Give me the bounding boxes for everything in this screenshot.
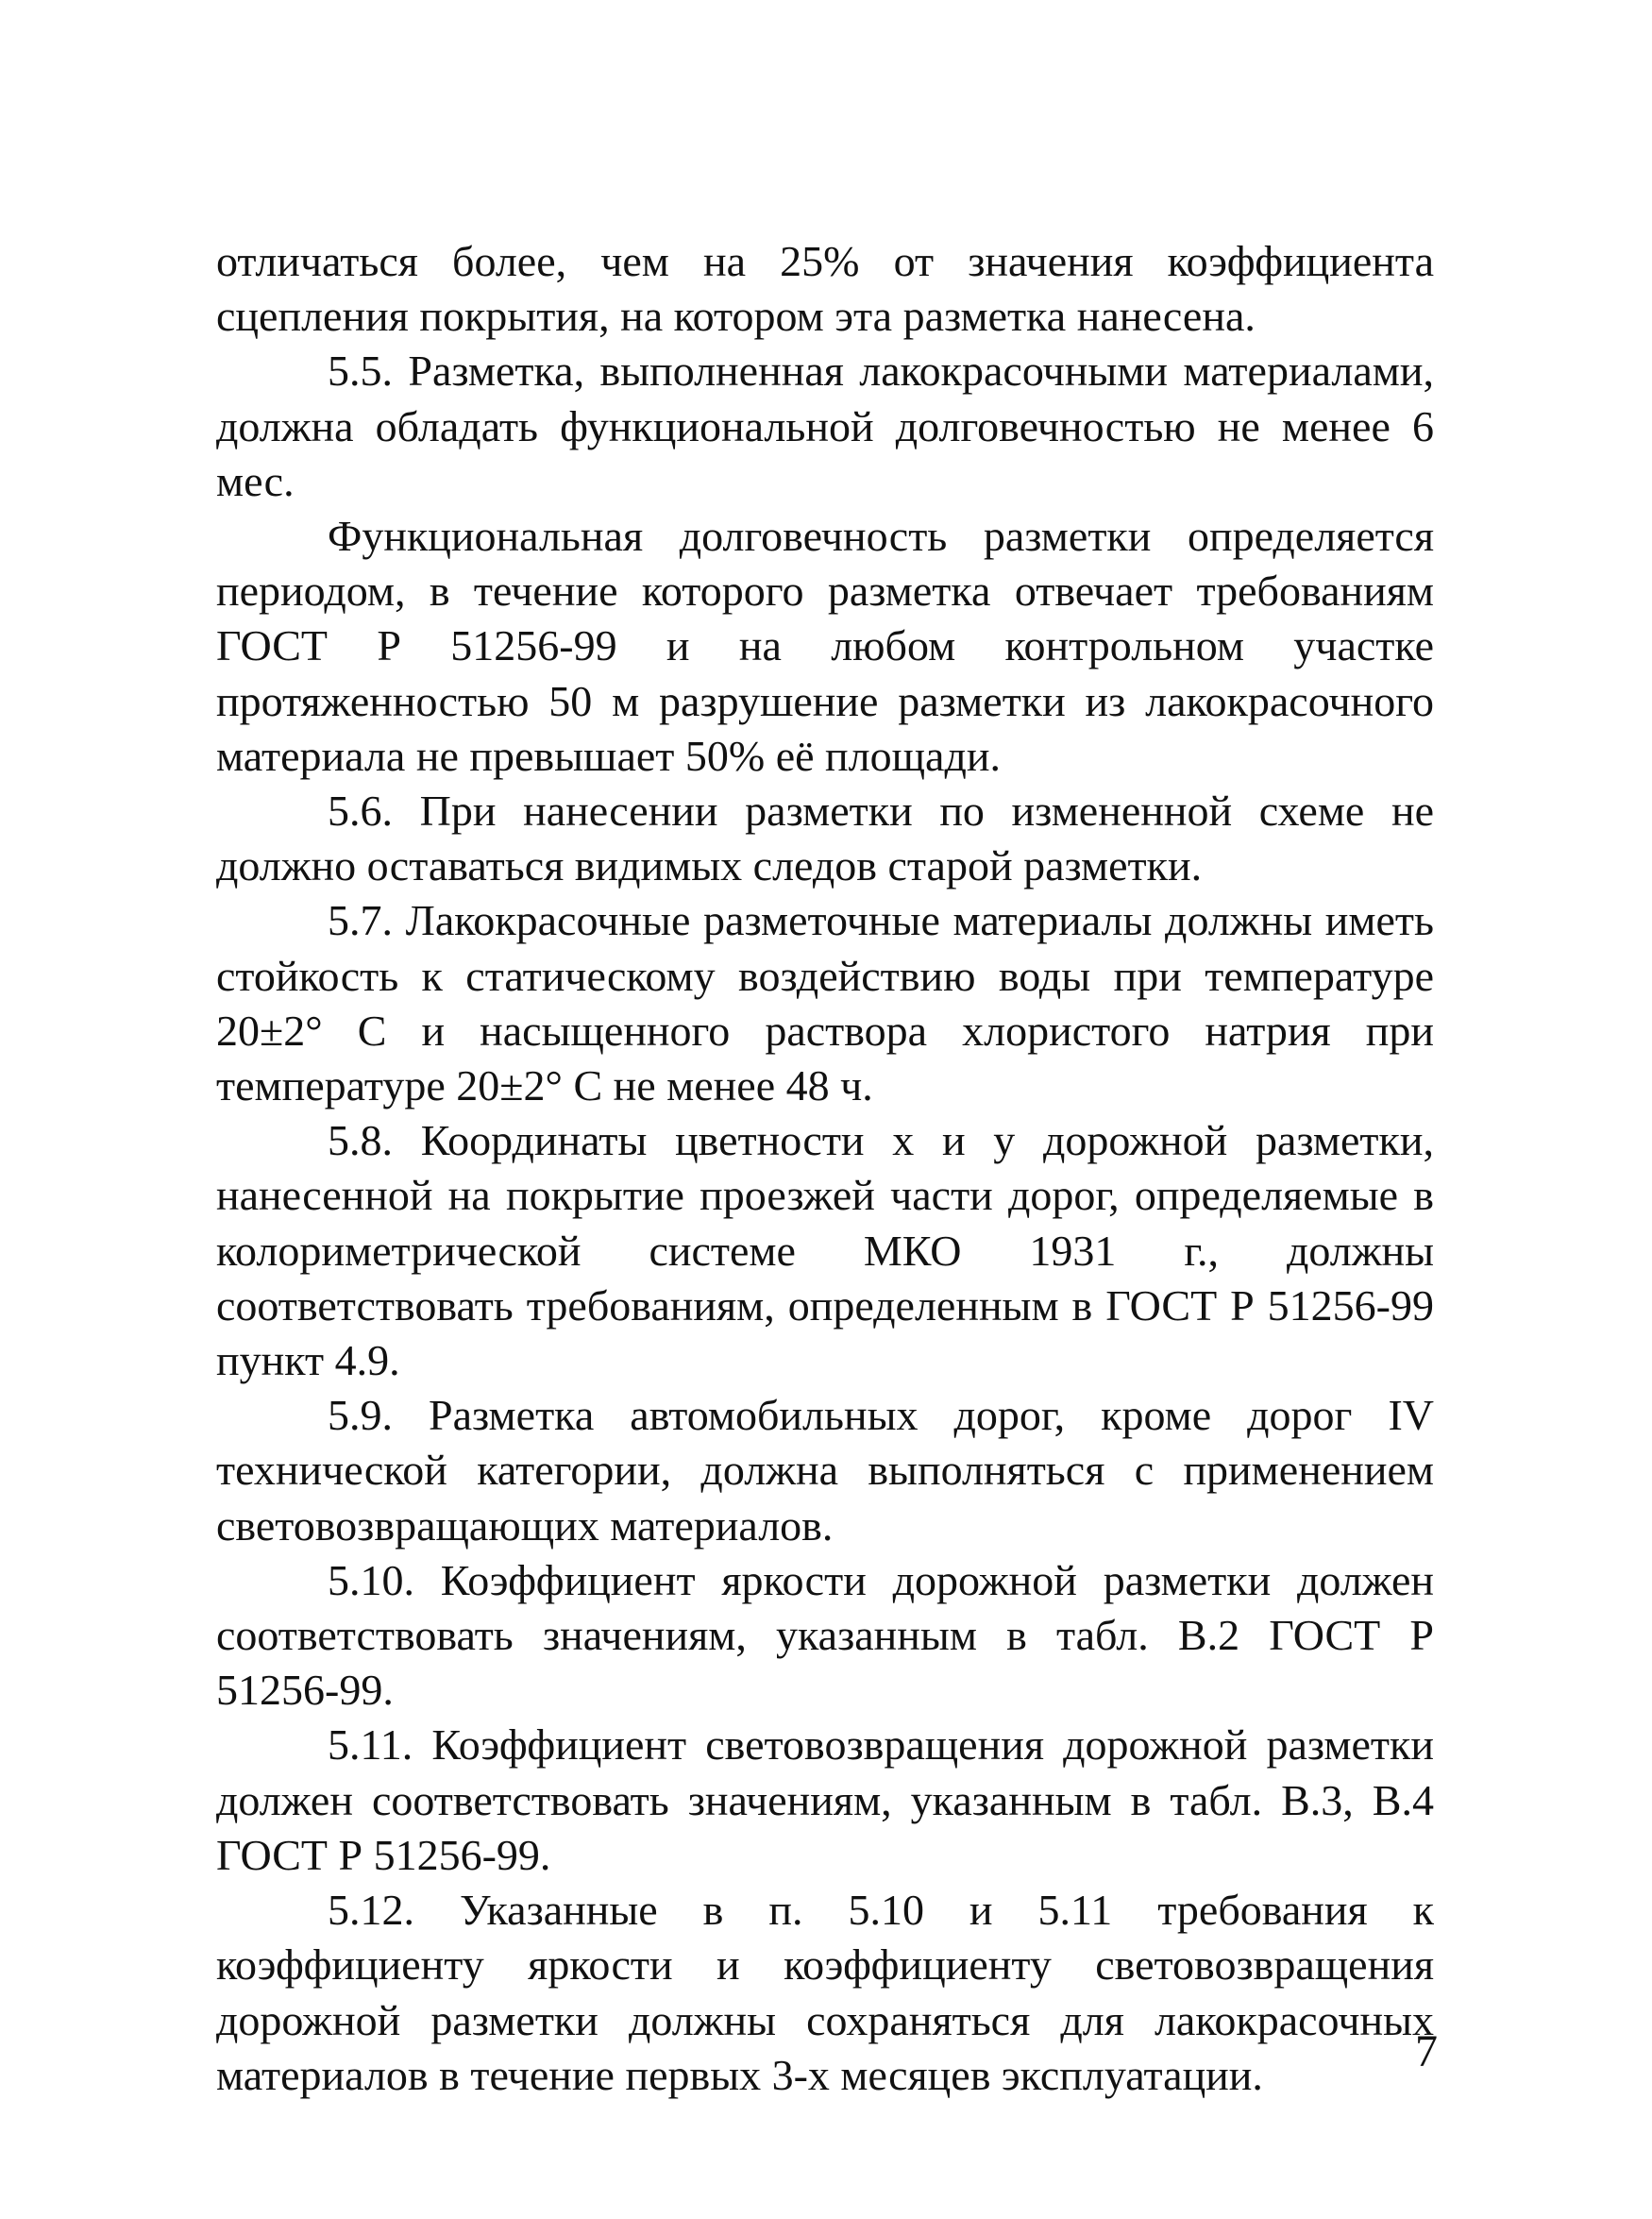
paragraph-5-10: 5.10. Коэффициент яркости дорожной разметки должен соответствовать значениям, указанным в табл. В.2 ГОСТ Р 51256-99. — [216, 1555, 1434, 1715]
paragraph-5-11: 5.11. Коэффициент световозвращения дорожной разметки должен соответствовать значениям, указанным в табл. В.3, В.4 ГОСТ Р 51256-99. — [216, 1720, 1434, 1879]
paragraph-5-5: 5.5. Разметка, выполненная лакокрасочными материалами, должна обладать функциональной долговечностью не менее 6 мес. — [216, 347, 1434, 505]
body-text — [216, 234, 1434, 2103]
paragraph-5-6: 5.6. При нанесении разметки по измененной схеме не должно оставаться видимых следов старой разметки. — [216, 787, 1434, 890]
paragraph-5-7: 5.7. Лакокрасочные разметочные материалы должны иметь стойкость к статическому воздействию воды при температуре 20±2° С и насыщенного раствора хлористого натрия при температуре 20±2° С не менее 48 ч. — [216, 896, 1434, 1110]
paragraph-continuation: отличаться более, чем на 25% от значения коэффициента сцепления покрытия, на котором эта разметка нанесена. — [216, 237, 1434, 341]
paragraph-5-9: 5.9. Разметка автомобильных дорог, кроме дорог IV технической категории, должна выполняться с применением световозвращающих материалов. — [216, 1391, 1434, 1550]
paragraph-5-12: 5.12. Указанные в п. 5.10 и 5.11 требования к коэффициенту яркости и коэффициенту световозвращения дорожной разметки должны сохраняться для лакокрасочных материалов в течение первых 3-х месяцев эксплуатации. — [216, 1886, 1434, 2099]
page-number: 7 — [1415, 2026, 1438, 2076]
paragraph-5-8: 5.8. Координаты цветности x и y дорожной разметки, нанесенной на покрытие проезжей части дорог, определяемые в колориметрической системе МКО 1931 г., должны соответствовать требованиям, определенным в ГОСТ Р 51256-99 пункт 4.9. — [216, 1116, 1434, 1385]
paragraph-functional-durability: Функциональная долговечность разметки определяется периодом, в течение которого разметка отвечает требованиям ГОСТ Р 51256-99 и на любом контрольном участке протяженностью 50 м разрушение разметки из лакокрасочного материала не превышает 50% её площади. — [216, 512, 1434, 780]
